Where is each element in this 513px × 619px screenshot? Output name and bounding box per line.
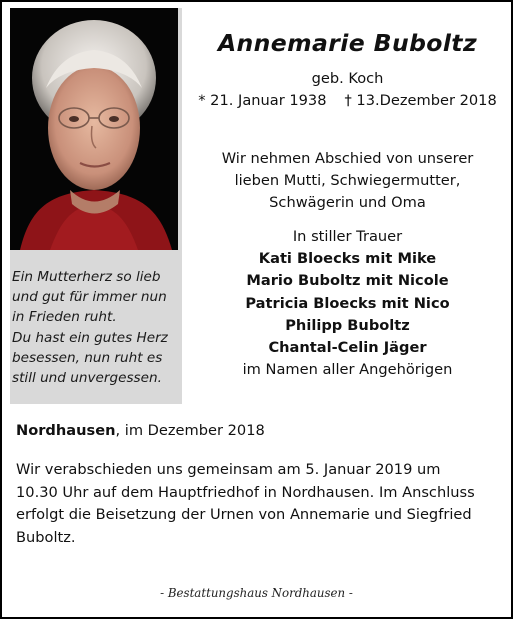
maiden-name: geb. Koch — [311, 70, 384, 87]
mourner-name: Chantal-Celin Jäger — [268, 339, 427, 357]
condolence-line: Wir nehmen Abschied von unserer — [221, 150, 474, 167]
verse-line: und gut für immer nun — [12, 289, 167, 306]
place-date-text: , im Dezember 2018 — [115, 422, 265, 439]
verse-line: besessen, nun ruht es — [12, 349, 163, 366]
mourner-name: Patricia Bloecks mit Nico — [245, 294, 450, 312]
place-city: Nordhausen — [16, 422, 116, 439]
mourners-list — [186, 226, 509, 381]
condolence-line: Schwägerin und Oma — [269, 194, 426, 211]
mourning-intro: In stiller Trauer — [292, 228, 403, 245]
memorial-verse — [12, 267, 182, 388]
death-date: † 13.Dezember 2018 — [344, 92, 497, 109]
place-date — [16, 422, 265, 439]
verse-line: in Frieden ruht. — [12, 309, 117, 326]
notice-line: Wir verabschieden uns gemeinsam am 5. Januar 2019 um — [16, 461, 441, 478]
funeral-notice — [16, 459, 496, 549]
condolence-line: lieben Mutti, Schwiegermutter, — [234, 172, 461, 189]
undertaker-signature: - Bestattungshaus Nordhausen - — [160, 586, 353, 600]
mourner-name: Mario Buboltz mit Nicole — [246, 272, 449, 290]
life-dates — [186, 92, 509, 109]
birth-date: * 21. Januar 1938 — [198, 92, 327, 109]
verse-line: Du hast ein gutes Herz — [12, 329, 168, 346]
verse-line: still und unvergessen. — [12, 370, 162, 387]
notice-line: Buboltz. — [16, 528, 76, 546]
mourning-closing: im Namen aller Angehörigen — [242, 361, 453, 379]
mourner-name: Kati Bloecks mit Mike — [258, 250, 437, 268]
notice-line: erfolgt die Beisetzung der Urnen von Annemarie und Siegfried — [16, 506, 472, 524]
verse-line: Ein Mutterherz so lieb — [12, 269, 161, 285]
notice-line: 10.30 Uhr auf dem Hauptfriedhof in Nordhausen. Im Anschluss — [16, 483, 475, 501]
mourner-name: Philipp Buboltz — [285, 316, 410, 334]
condolence-text — [186, 148, 509, 214]
portrait-photo — [10, 8, 178, 250]
deceased-name: Annemarie Buboltz — [217, 29, 478, 57]
